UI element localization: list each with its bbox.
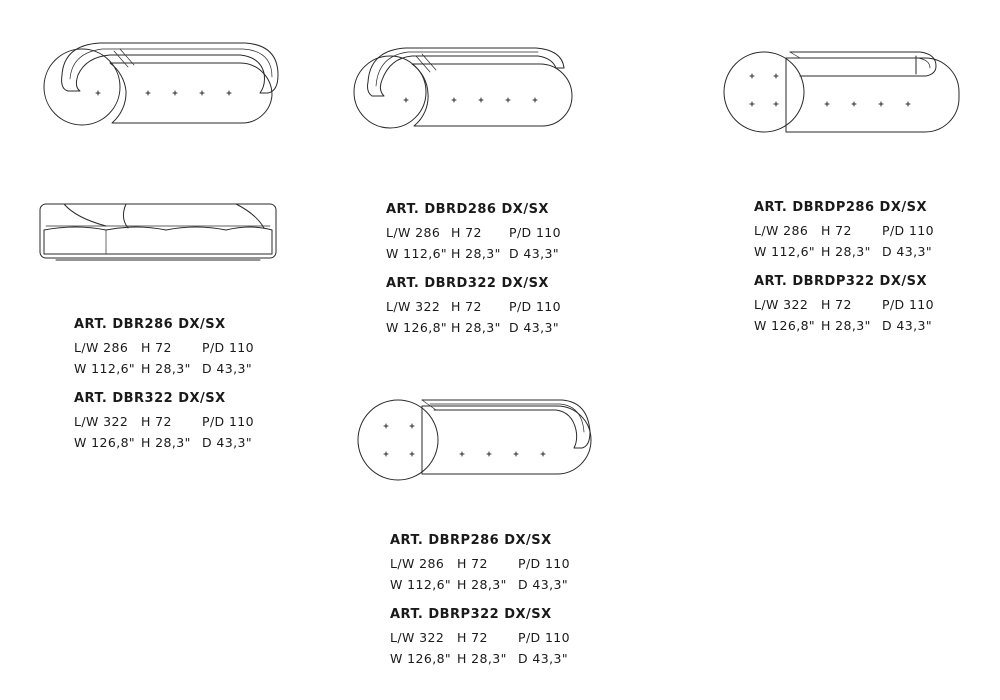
metric-dimensions	[390, 627, 570, 648]
height-in: H 28,3"	[821, 244, 871, 259]
height-cm: H 72	[451, 225, 482, 240]
depth-cm: P/D 110	[509, 299, 562, 314]
depth-in: D 43,3"	[882, 318, 932, 333]
height-in: H 28,3"	[141, 435, 191, 450]
depth-in: D 43,3"	[882, 244, 932, 259]
width-cm: L/W 286	[390, 556, 445, 571]
imperial-dimensions	[386, 317, 561, 338]
imperial-dimensions	[390, 574, 570, 595]
imperial-dimensions	[754, 241, 934, 262]
metric-dimensions	[754, 294, 934, 315]
spec-dbrdp	[754, 197, 934, 336]
width-cm: L/W 322	[390, 630, 445, 645]
metric-dimensions	[386, 296, 561, 317]
art-code: ART. DBRP286 DX/SX	[390, 533, 552, 548]
imperial-dimensions	[74, 432, 254, 453]
height-cm: H 72	[821, 297, 852, 312]
depth-in: D 43,3"	[509, 246, 559, 261]
height-in: H 28,3"	[141, 361, 191, 376]
sofa-dbr-top-view	[40, 35, 285, 127]
width-in: W 112,6"	[386, 246, 448, 261]
metric-dimensions	[390, 553, 570, 574]
width-in: W 112,6"	[754, 244, 816, 259]
height-cm: H 72	[451, 299, 482, 314]
sofa-dbrd-top-view	[350, 42, 578, 130]
imperial-dimensions	[754, 315, 934, 336]
height-in: H 28,3"	[821, 318, 871, 333]
height-in: H 28,3"	[457, 651, 507, 666]
height-cm: H 72	[141, 340, 172, 355]
depth-in: D 43,3"	[202, 361, 252, 376]
width-in: W 126,8"	[390, 651, 452, 666]
depth-cm: P/D 110	[882, 223, 935, 238]
spec-dbrp	[390, 530, 570, 669]
height-cm: H 72	[141, 414, 172, 429]
sofa-front-view	[36, 196, 280, 264]
metric-dimensions	[754, 220, 934, 241]
art-code: ART. DBRD286 DX/SX	[386, 202, 549, 217]
height-cm: H 72	[821, 223, 852, 238]
width-in: W 126,8"	[386, 320, 448, 335]
metric-dimensions	[74, 337, 254, 358]
art-code: ART. DBRD322 DX/SX	[386, 276, 549, 291]
sofa-dbrp-top-view	[352, 392, 597, 484]
depth-cm: P/D 110	[202, 414, 255, 429]
height-cm: H 72	[457, 630, 488, 645]
width-cm: L/W 286	[386, 225, 441, 240]
depth-in: D 43,3"	[509, 320, 559, 335]
depth-in: D 43,3"	[518, 577, 568, 592]
depth-cm: P/D 110	[202, 340, 255, 355]
spec-dbr	[74, 314, 254, 453]
metric-dimensions	[74, 411, 254, 432]
width-cm: L/W 286	[74, 340, 129, 355]
art-code: ART. DBRDP322 DX/SX	[754, 274, 927, 289]
depth-cm: P/D 110	[882, 297, 935, 312]
imperial-dimensions	[74, 358, 254, 379]
art-code: ART. DBRP322 DX/SX	[390, 607, 552, 622]
width-in: W 126,8"	[74, 435, 136, 450]
sofa-dbrdp-top-view	[720, 44, 965, 136]
height-cm: H 72	[457, 556, 488, 571]
metric-dimensions	[386, 222, 561, 243]
art-code: ART. DBR322 DX/SX	[74, 391, 226, 406]
height-in: H 28,3"	[451, 320, 501, 335]
imperial-dimensions	[390, 648, 570, 669]
depth-in: D 43,3"	[518, 651, 568, 666]
depth-cm: P/D 110	[509, 225, 562, 240]
depth-cm: P/D 110	[518, 556, 571, 571]
spec-dbrd	[386, 199, 561, 338]
width-cm: L/W 286	[754, 223, 809, 238]
width-in: W 112,6"	[390, 577, 452, 592]
width-cm: L/W 322	[754, 297, 809, 312]
width-cm: L/W 322	[386, 299, 441, 314]
depth-in: D 43,3"	[202, 435, 252, 450]
art-code: ART. DBRDP286 DX/SX	[754, 200, 927, 215]
art-code: ART. DBR286 DX/SX	[74, 317, 226, 332]
width-in: W 126,8"	[754, 318, 816, 333]
width-in: W 112,6"	[74, 361, 136, 376]
imperial-dimensions	[386, 243, 561, 264]
depth-cm: P/D 110	[518, 630, 571, 645]
width-cm: L/W 322	[74, 414, 129, 429]
height-in: H 28,3"	[451, 246, 501, 261]
height-in: H 28,3"	[457, 577, 507, 592]
